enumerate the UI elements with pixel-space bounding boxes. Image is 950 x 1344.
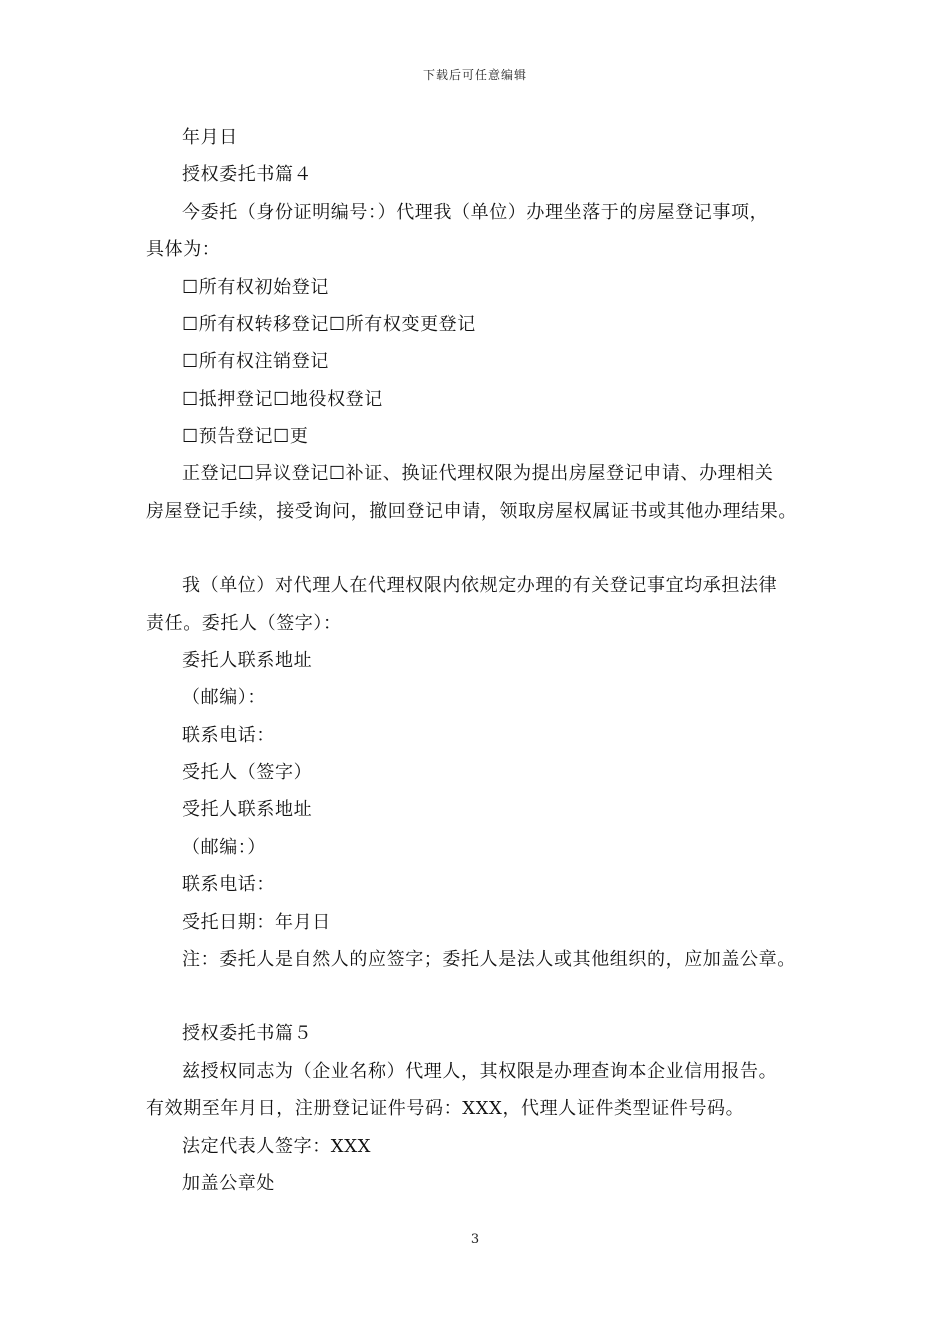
field-line: 受托人联系地址 <box>182 799 313 820</box>
checkbox-line: ☐所有权注销登记 <box>182 351 329 372</box>
date-line: 年月日 <box>182 127 238 148</box>
field-line: 法定代表人签字：XXX <box>182 1136 372 1157</box>
page-number: 3 <box>470 1232 480 1247</box>
section-title-5: 授权委托书篇５ <box>182 1023 313 1044</box>
field-line: 受托人（签字） <box>182 762 313 783</box>
checkbox-line: ☐预告登记☐更 <box>182 426 309 447</box>
paragraph-line: 兹授权同志为（企业名称）代理人，其权限是办理查询本企业信用报告。 <box>182 1061 778 1082</box>
checkbox-line: ☐所有权转移登记☐所有权变更登记 <box>182 314 476 335</box>
field-line: （邮编：） <box>182 837 266 858</box>
field-line: 受托日期：年月日 <box>182 912 331 933</box>
section-title-4: 授权委托书篇４ <box>182 164 313 185</box>
field-line: 委托人联系地址 <box>182 650 313 671</box>
checkbox-line: ☐抵押登记☐地役权登记 <box>182 389 383 410</box>
paragraph-line: 我（单位）对代理人在代理权限内依规定办理的有关登记事宜均承担法律 <box>182 575 778 596</box>
field-line: （邮编）： <box>182 687 266 708</box>
paragraph-line: 正登记☐异议登记☐补证、换证代理权限为提出房屋登记申请、办理相关 <box>182 463 774 484</box>
paragraph-line: 今委托（身份证明编号：）代理我（单位）办理坐落于的房屋登记事项， <box>182 202 769 223</box>
checkbox-line: ☐所有权初始登记 <box>182 277 329 298</box>
paragraph-line: 有效期至年月日，注册登记证件号码：XXX，代理人证件类型证件号码。 <box>146 1098 745 1119</box>
paragraph-line: 具体为： <box>146 239 221 260</box>
field-line: 加盖公章处 <box>182 1173 275 1194</box>
field-line: 联系电话： <box>182 874 275 895</box>
paragraph-line: 房屋登记手续，接受询问，撤回登记申请，领取房屋权属证书或其他办理结果。 <box>146 501 797 522</box>
page-header: 下载后可任意编辑 <box>422 68 527 82</box>
paragraph-line: 责任。委托人（签字）： <box>146 613 342 634</box>
note-line: 注：委托人是自然人的应签字；委托人是法人或其他组织的，应加盖公章。 <box>182 949 796 970</box>
field-line: 联系电话： <box>182 725 275 746</box>
